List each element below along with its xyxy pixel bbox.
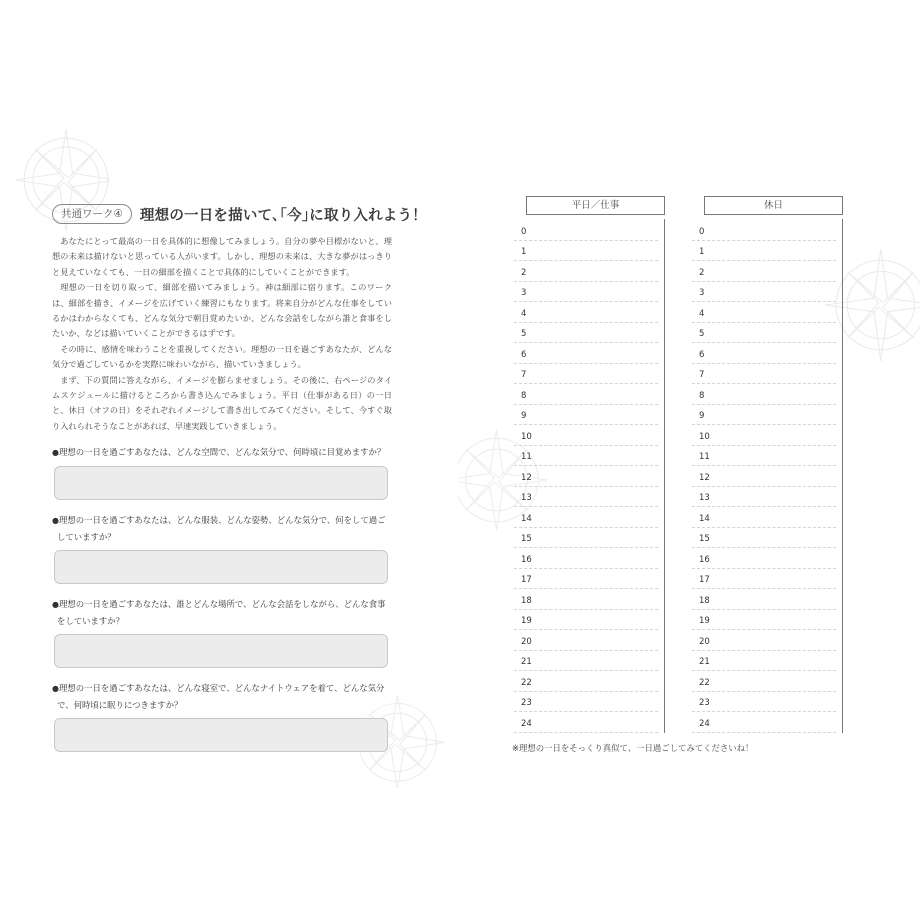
question-label: 理想の一日を過ごすあなたは、どんな空間で、どんな気分で、何時頃に目覚めますか？	[58, 447, 386, 458]
hour-slot[interactable]	[692, 404, 836, 426]
hour-slot[interactable]	[692, 629, 836, 651]
hour-label: 19	[699, 616, 710, 626]
hour-slot[interactable]	[692, 240, 836, 262]
hour-label: 3	[699, 288, 705, 298]
intro-paragraph: あなたにとって最高の一日を具体的に想像してみましょう。自分の夢や目標がないと、理想の未来は描けないと思っている人がいます。しかし、理想の未来は、大きな夢がはっきりと見えていなくても、一日の細部を描くことで具体的にしていくことができます。	[52, 236, 392, 277]
hour-slot[interactable]	[514, 363, 658, 385]
hour-slot[interactable]	[692, 547, 836, 569]
weekday-schedule	[514, 196, 676, 733]
intro-text	[52, 234, 392, 434]
hour-slot[interactable]	[514, 568, 658, 590]
hour-label: 9	[521, 411, 527, 421]
hour-label: 1	[699, 247, 705, 257]
hour-slot[interactable]	[514, 240, 658, 262]
hour-grid	[692, 219, 843, 733]
question-text	[52, 512, 392, 545]
hour-label: 8	[521, 390, 527, 401]
hour-slot[interactable]	[692, 568, 836, 590]
hour-label: 24	[521, 718, 532, 729]
hour-label: 10	[699, 431, 710, 442]
question-block-sleep	[52, 680, 392, 752]
hour-label: 14	[699, 513, 710, 524]
page-title: 理想の一日を描いて､｢今｣に取り入れよう！	[139, 207, 427, 224]
hour-label: 6	[521, 349, 527, 360]
schedule-footnote: ※理想の一日をそっくり真似て、一日過ごしてみてくださいね！	[512, 743, 754, 753]
hour-slot[interactable]	[514, 281, 658, 303]
question-block-outfit	[52, 512, 392, 584]
hour-label: 23	[521, 698, 532, 708]
weekday-header: 平日／仕事	[526, 196, 665, 215]
hour-slot[interactable]	[692, 670, 836, 692]
question-block-meal	[52, 596, 392, 668]
hour-label: 20	[521, 636, 532, 647]
question-label: 理想の一日を過ごすあなたは、誰とどんな場所で、どんな会話をしながら、どんな食事をしていますか？	[57, 599, 386, 627]
hour-slot[interactable]	[514, 650, 658, 672]
hour-slot[interactable]	[514, 547, 658, 569]
hour-label: 4	[699, 308, 705, 319]
hour-label: 5	[699, 329, 705, 339]
work-number-badge: 共通ワーク④	[52, 204, 132, 224]
hour-slot[interactable]	[514, 465, 658, 487]
hour-slot[interactable]	[692, 691, 836, 713]
hour-slot[interactable]	[514, 260, 658, 282]
hour-grid	[514, 219, 665, 733]
hour-slot[interactable]	[514, 588, 658, 610]
bullet-dot-icon: ●	[52, 516, 59, 526]
answer-field[interactable]	[54, 634, 388, 668]
bullet-dot-icon: ●	[52, 684, 59, 694]
hour-slot[interactable]	[692, 322, 836, 344]
hour-slot[interactable]	[692, 486, 836, 508]
hour-slot[interactable]	[514, 711, 658, 733]
hour-slot[interactable]	[514, 609, 658, 631]
hour-slot[interactable]	[692, 527, 836, 549]
question-list	[52, 444, 392, 752]
hour-label: 17	[521, 575, 532, 585]
hour-label: 7	[521, 370, 527, 380]
hour-label: 15	[521, 534, 532, 544]
hour-label: 17	[699, 575, 710, 585]
hour-label: 18	[521, 595, 532, 606]
hour-label: 14	[521, 513, 532, 524]
hour-label: 20	[699, 636, 710, 647]
question-block-wake	[52, 444, 392, 500]
hour-slot[interactable]	[692, 609, 836, 631]
hour-label: 6	[699, 349, 705, 360]
hour-slot[interactable]	[692, 342, 836, 364]
work-heading	[52, 200, 427, 228]
hour-slot[interactable]	[514, 629, 658, 651]
hour-label: 16	[699, 554, 710, 565]
intro-paragraph: その時に、感情を味わうことを重視してください。理想の一日を過ごすあなたが、どんな気分で過ごしているかを実際に味わいながら、描いていきましょう。	[52, 343, 392, 370]
intro-paragraph: 理想の一日を切り取って、細部を描いてみましょう。神は細部に宿ります。このワークは、細部を描き、イメージを広げていく練習にもなります。将来自分がどんな仕事をしているかはわからなくても、どんな気分で朝目覚めたいか、どんな会話をしながら誰と食事をしたいか、などは描いていくことができるはずです。	[52, 282, 392, 339]
hour-slot[interactable]	[692, 301, 836, 323]
hour-label: 10	[521, 431, 532, 442]
hour-slot[interactable]	[692, 219, 836, 241]
answer-field[interactable]	[54, 550, 388, 584]
hour-label: 22	[521, 677, 532, 688]
hour-slot[interactable]	[692, 383, 836, 405]
bullet-dot-icon: ●	[52, 600, 59, 610]
left-page	[52, 200, 427, 764]
hour-label: 11	[521, 452, 532, 462]
hour-slot[interactable]	[514, 342, 658, 364]
question-text	[52, 596, 392, 629]
hour-label: 16	[521, 554, 532, 565]
hour-label: 0	[699, 226, 705, 237]
hour-slot[interactable]	[692, 363, 836, 385]
hour-label: 23	[699, 698, 710, 708]
hour-slot[interactable]	[692, 711, 836, 733]
hour-slot[interactable]	[514, 527, 658, 549]
hour-label: 3	[521, 288, 527, 298]
hour-slot[interactable]	[514, 670, 658, 692]
holiday-schedule	[692, 196, 854, 733]
hour-slot[interactable]	[514, 445, 658, 467]
hour-label: 12	[699, 472, 710, 483]
bullet-dot-icon: ●	[52, 448, 59, 458]
question-text	[52, 680, 392, 713]
hour-label: 21	[699, 657, 710, 667]
question-label: 理想の一日を過ごすあなたは、どんな服装、どんな姿勢、どんな気分で、何をして過ごしていますか？	[57, 515, 386, 543]
hour-label: 2	[521, 267, 527, 278]
hour-label: 24	[699, 718, 710, 729]
hour-slot[interactable]	[514, 506, 658, 528]
hour-slot[interactable]	[514, 322, 658, 344]
hour-slot[interactable]	[692, 506, 836, 528]
hour-label: 1	[521, 247, 527, 257]
hour-slot[interactable]	[692, 445, 836, 467]
answer-field[interactable]	[54, 718, 388, 752]
hour-label: 4	[521, 308, 527, 319]
holiday-header: 休日	[704, 196, 843, 215]
hour-slot[interactable]	[692, 424, 836, 446]
hour-slot[interactable]	[514, 301, 658, 323]
hour-slot[interactable]	[692, 260, 836, 282]
hour-label: 13	[521, 493, 532, 503]
hour-label: 18	[699, 595, 710, 606]
hour-label: 8	[699, 390, 705, 401]
hour-label: 15	[699, 534, 710, 544]
answer-field[interactable]	[54, 466, 388, 500]
hour-slot[interactable]	[514, 691, 658, 713]
hour-slot[interactable]	[514, 383, 658, 405]
hour-label: 12	[521, 472, 532, 483]
hour-label: 9	[699, 411, 705, 421]
hour-label: 7	[699, 370, 705, 380]
hour-label: 22	[699, 677, 710, 688]
hour-slot[interactable]	[514, 219, 658, 241]
hour-label: 13	[699, 493, 710, 503]
hour-label: 2	[699, 267, 705, 278]
hour-slot[interactable]	[692, 281, 836, 303]
hour-slot[interactable]	[692, 465, 836, 487]
hour-slot[interactable]	[692, 650, 836, 672]
question-label: 理想の一日を過ごすあなたは、どんな寝室で、どんなナイトウェアを着て、どんな気分で、何時頃に眠りにつきますか？	[57, 683, 385, 711]
hour-slot[interactable]	[514, 404, 658, 426]
hour-label: 21	[521, 657, 532, 667]
hour-slot[interactable]	[514, 486, 658, 508]
question-text	[52, 444, 392, 461]
intro-paragraph: まず、下の質問に答えながら、イメージを膨らませましょう。その後に、右ページのタイムスケジュールに描けるところから書き込んでみましょう。平日（仕事がある日）の一日と、休日（オフの日）をそれぞれイメージして書き出してみてください。そして、今すぐ取り入れられそうなことがあれば、早速実践していきましょう。	[52, 374, 392, 431]
hour-label: 5	[521, 329, 527, 339]
hour-label: 11	[699, 452, 710, 462]
hour-slot[interactable]	[514, 424, 658, 446]
hour-label: 19	[521, 616, 532, 626]
hour-slot[interactable]	[692, 588, 836, 610]
hour-label: 0	[521, 226, 527, 237]
